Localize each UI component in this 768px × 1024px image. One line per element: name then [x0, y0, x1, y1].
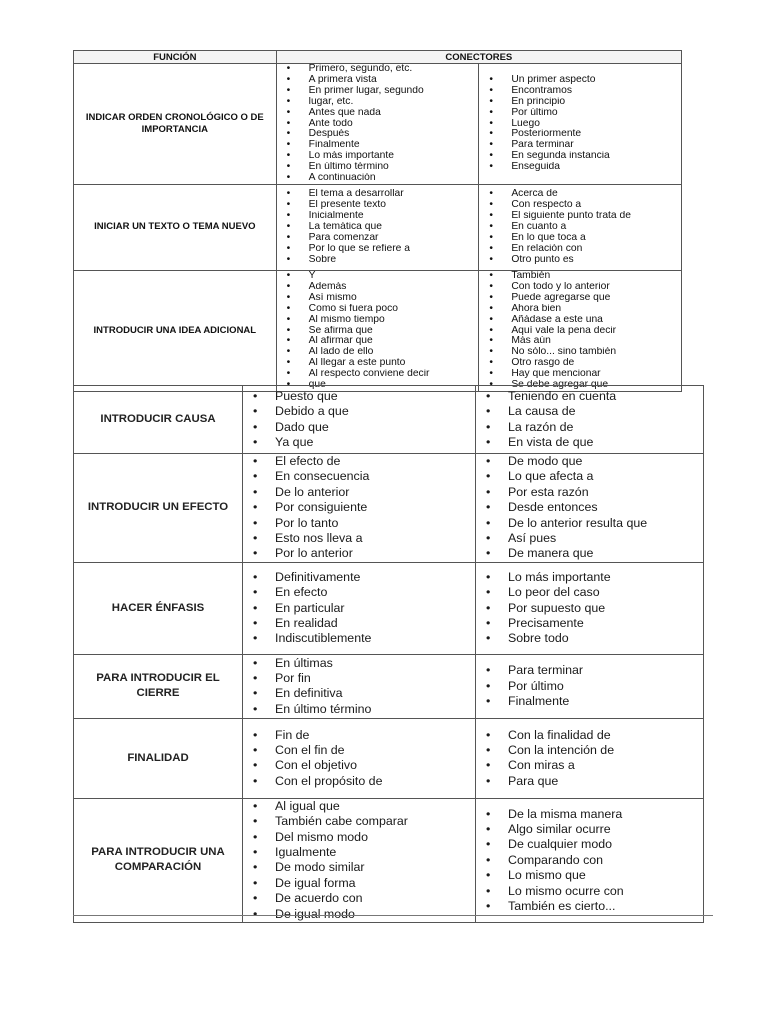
connector-list — [277, 271, 479, 391]
connector-item: • Lo que afecta a — [484, 469, 699, 484]
connector-item: • Antes que nada — [285, 108, 475, 119]
connectors-right-cell — [479, 184, 682, 270]
connector-item: • El efecto de — [251, 454, 471, 469]
connector-item: • Ya que — [251, 435, 471, 450]
connector-item: • Finalmente — [484, 694, 699, 709]
connector-item: • En efecto — [251, 585, 471, 600]
connector-item: • El tema a desarrollar — [285, 189, 475, 200]
connector-item: • Puesto que — [251, 389, 471, 404]
connector-item: • Por consiguiente — [251, 500, 471, 515]
connector-item: • En último término — [285, 162, 475, 173]
connector-list — [277, 64, 479, 184]
table-row — [74, 386, 704, 454]
connector-item: • Lo mismo ocurre con — [484, 884, 699, 899]
connector-item: • Se afirma que — [285, 326, 475, 337]
connector-item: • En principio — [487, 97, 677, 108]
connector-item: • Por lo que se refiere a — [285, 244, 475, 255]
connector-item: • Así mismo — [285, 293, 475, 304]
header-funcion: FUNCIÓN — [74, 51, 277, 64]
connector-list — [476, 570, 703, 647]
function-cell: FINALIDAD — [74, 718, 243, 798]
connector-item: • Por fin — [251, 671, 471, 686]
connectors-right-cell — [479, 270, 682, 391]
connector-item: • Con miras a — [484, 758, 699, 773]
connector-item: • Al llegar a este punto — [285, 358, 475, 369]
connector-item: • El siguiente punto trata de — [487, 211, 677, 222]
connector-item: • Así pues — [484, 531, 699, 546]
connector-item: • Sobre — [285, 255, 475, 266]
connector-item: • Encontramos — [487, 86, 677, 97]
connector-item: • En consecuencia — [251, 469, 471, 484]
connector-item: • Como si fuera poco — [285, 304, 475, 315]
connector-item: • Teniendo en cuenta — [484, 389, 699, 404]
connector-item: • Al afirmar que — [285, 336, 475, 347]
connector-item: • Desde entonces — [484, 500, 699, 515]
connectors-right-cell — [476, 798, 704, 922]
connector-item: • En particular — [251, 601, 471, 616]
connector-item: • Igualmente — [251, 845, 471, 860]
connector-item: • Debido a que — [251, 404, 471, 419]
connector-list — [476, 663, 703, 709]
connector-item: • En segunda instancia — [487, 151, 677, 162]
connector-item: • Para terminar — [487, 140, 677, 151]
connector-item: • En definitiva — [251, 686, 471, 701]
function-cell: INTRODUCIR UNA IDEA ADICIONAL — [74, 270, 277, 391]
connectors-table-bottom — [73, 385, 704, 923]
connector-item: • No sólo... sino también — [487, 347, 677, 358]
connector-item: • Enseguida — [487, 162, 677, 173]
connector-item: • De acuerdo con — [251, 891, 471, 906]
function-cell: HACER ÉNFASIS — [74, 562, 243, 654]
connector-item: • De igual forma — [251, 876, 471, 891]
connector-item: • En realidad — [251, 616, 471, 631]
connector-item: • Comparando con — [484, 853, 699, 868]
connector-item: • Dado que — [251, 420, 471, 435]
connector-list — [243, 570, 475, 647]
connector-item: • Ahora bien — [487, 304, 677, 315]
connectors-table-top — [73, 50, 682, 392]
connector-item: • De la misma manera — [484, 807, 699, 822]
connector-item: • Algo similar ocurre — [484, 822, 699, 837]
connector-item: • Hay que mencionar — [487, 369, 677, 380]
connector-item: • Al respecto conviene decir — [285, 369, 475, 380]
table-row — [74, 562, 704, 654]
connector-item: • La temática que — [285, 222, 475, 233]
connector-item: • Finalmente — [285, 140, 475, 151]
connector-item: • A continuación — [285, 173, 475, 184]
connectors-left-cell — [243, 718, 476, 798]
connector-item: • Para comenzar — [285, 233, 475, 244]
connector-item: • Con respecto a — [487, 200, 677, 211]
connector-item: • Un primer aspecto — [487, 75, 677, 86]
connector-item: • Lo mismo que — [484, 868, 699, 883]
connector-item: • Puede agregarse que — [487, 293, 677, 304]
connector-list — [476, 389, 703, 451]
connectors-left-cell — [276, 184, 479, 270]
bottom-rule — [73, 915, 713, 916]
function-cell: PARA INTRODUCIR EL CIERRE — [74, 654, 243, 718]
connector-item: • Con el objetivo — [251, 758, 471, 773]
connector-item: • En último término — [251, 702, 471, 717]
connector-item: • Añádase a este una — [487, 315, 677, 326]
table-row — [74, 654, 704, 718]
connector-item: • Sobre todo — [484, 631, 699, 646]
function-cell: INTRODUCIR CAUSA — [74, 386, 243, 454]
connector-item: • Lo más importante — [285, 151, 475, 162]
connector-item: • Acerca de — [487, 189, 677, 200]
connector-list — [479, 271, 681, 391]
connector-list — [476, 454, 703, 562]
connector-item: • Por supuesto que — [484, 601, 699, 616]
header-conectores: CONECTORES — [276, 51, 681, 64]
connector-item: • Para que — [484, 774, 699, 789]
connectors-left-cell — [243, 386, 476, 454]
connector-list — [476, 807, 703, 915]
connector-item: • Del mismo modo — [251, 830, 471, 845]
connector-item: • De modo similar — [251, 860, 471, 875]
connectors-left-cell — [243, 562, 476, 654]
connector-item: • En cuanto a — [487, 222, 677, 233]
connector-item: • Al lado de ello — [285, 347, 475, 358]
connector-item: • También cabe comparar — [251, 814, 471, 829]
table-row — [74, 184, 682, 270]
connectors-right-cell — [479, 64, 682, 185]
connector-item: • Además — [285, 282, 475, 293]
connector-item: • lugar, etc. — [285, 97, 475, 108]
connector-list — [479, 75, 681, 173]
table-top-body — [74, 64, 682, 392]
connector-item: • Lo peor del caso — [484, 585, 699, 600]
connector-item: • También es cierto... — [484, 899, 699, 914]
table-row — [74, 454, 704, 563]
connector-item: • El presente texto — [285, 200, 475, 211]
connector-item: • Luego — [487, 119, 677, 130]
connectors-right-cell — [476, 454, 704, 563]
connector-item: • Otro punto es — [487, 255, 677, 266]
connector-list — [243, 389, 475, 451]
connector-item: • Por lo anterior — [251, 546, 471, 561]
table-header-row — [74, 51, 682, 64]
connector-list — [243, 454, 475, 562]
connector-item: • Con todo y lo anterior — [487, 282, 677, 293]
connector-item: • En lo que toca a — [487, 233, 677, 244]
connector-item: • Precisamente — [484, 616, 699, 631]
connector-list — [243, 799, 475, 922]
connector-item: • Otro rasgo de — [487, 358, 677, 369]
connector-item: • Después — [285, 129, 475, 140]
connector-item: • En últimas — [251, 656, 471, 671]
connector-item: • Inicialmente — [285, 211, 475, 222]
connector-item: • Ante todo — [285, 119, 475, 130]
function-cell: INICIAR UN TEXTO O TEMA NUEVO — [74, 184, 277, 270]
connector-list — [476, 728, 703, 790]
connector-item: • Al mismo tiempo — [285, 315, 475, 326]
connector-item: • De modo que — [484, 454, 699, 469]
connectors-right-cell — [476, 562, 704, 654]
connector-list — [277, 189, 479, 265]
connector-item: • Con el fin de — [251, 743, 471, 758]
connector-item: • De igual modo — [251, 907, 471, 922]
connector-item: • La razón de — [484, 420, 699, 435]
connector-item: • Se debe agregar que — [487, 380, 677, 391]
connector-item: • Aquí vale la pena decir — [487, 326, 677, 337]
connectors-right-cell — [476, 386, 704, 454]
connector-item: • Por lo tanto — [251, 516, 471, 531]
connector-item: • En primer lugar, segundo — [285, 86, 475, 97]
connector-item: • La causa de — [484, 404, 699, 419]
connector-item: • Posteriormente — [487, 129, 677, 140]
connector-item: • Por último — [487, 108, 677, 119]
table-row — [74, 718, 704, 798]
connectors-right-cell — [476, 718, 704, 798]
connector-item: • De manera que — [484, 546, 699, 561]
table-bottom-body — [74, 386, 704, 923]
function-cell: PARA INTRODUCIR UNA COMPARACIÓN — [74, 798, 243, 922]
connector-item: • En relación con — [487, 244, 677, 255]
connector-item: • De cualquier modo — [484, 837, 699, 852]
connector-item: • También — [487, 271, 677, 282]
connector-item: • De lo anterior — [251, 485, 471, 500]
connector-item: • Primero, segundo, etc. — [285, 64, 475, 75]
connector-item: • Indiscutiblemente — [251, 631, 471, 646]
function-cell: INTRODUCIR UN EFECTO — [74, 454, 243, 563]
connectors-left-cell — [276, 270, 479, 391]
connector-item: • Esto nos lleva a — [251, 531, 471, 546]
connector-item: • Al igual que — [251, 799, 471, 814]
function-cell: INDICAR ORDEN CRONOLÓGICO O DE IMPORTANCIA — [74, 64, 277, 185]
connectors-left-cell — [243, 654, 476, 718]
connector-item: • Más aún — [487, 336, 677, 347]
connector-item: • que — [285, 380, 475, 391]
connector-item: • Con la finalidad de — [484, 728, 699, 743]
connector-item: • En vista de que — [484, 435, 699, 450]
connectors-left-cell — [276, 64, 479, 185]
connector-item: • De lo anterior resulta que — [484, 516, 699, 531]
table-row — [74, 270, 682, 391]
table-row — [74, 64, 682, 185]
connector-item: • A primera vista — [285, 75, 475, 86]
connector-item: • Lo más importante — [484, 570, 699, 585]
connector-item: • Con la intención de — [484, 743, 699, 758]
connectors-left-cell — [243, 454, 476, 563]
connectors-left-cell — [243, 798, 476, 922]
connector-item: • Fin de — [251, 728, 471, 743]
connector-item: • Y — [285, 271, 475, 282]
connector-item: • Por esta razón — [484, 485, 699, 500]
connector-item: • Para terminar — [484, 663, 699, 678]
connector-item: • Por último — [484, 679, 699, 694]
connector-list — [243, 728, 475, 790]
connector-list — [479, 189, 681, 265]
connector-item: • Definitivamente — [251, 570, 471, 585]
connector-list — [243, 656, 475, 718]
connector-item: • Con el propósito de — [251, 774, 471, 789]
table-row — [74, 798, 704, 922]
connectors-right-cell — [476, 654, 704, 718]
